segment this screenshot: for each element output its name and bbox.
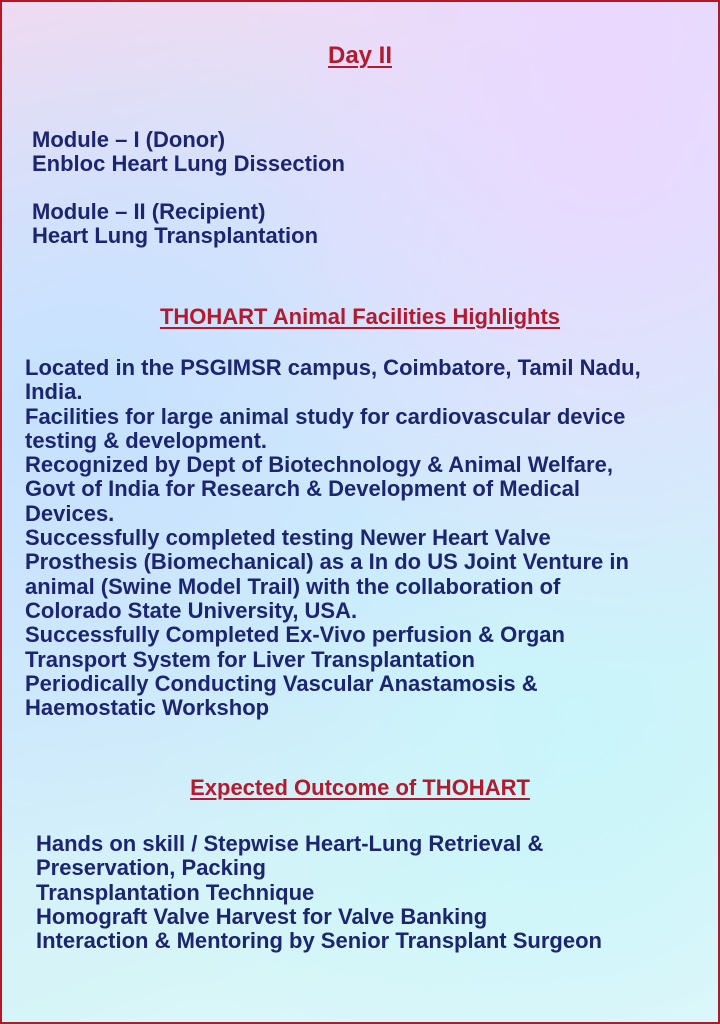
outcome-line: Preservation, Packing (36, 855, 266, 881)
facilities-line: Facilities for large animal study for cardiovascular device (25, 403, 626, 429)
outcome-line: Interaction & Mentoring by Senior Transplant Surgeon (36, 928, 602, 954)
module-2-topic: Heart Lung Transplantation (32, 223, 319, 249)
day-heading: Day II (327, 42, 393, 69)
facilities-line: Recognized by Dept of Biotechnology & Animal Welfare, (25, 452, 613, 478)
facilities-line: Devices. (25, 500, 115, 526)
module-2-title: Module – II (Recipient) (32, 199, 266, 224)
facilities-line: animal (Swine Model Trail) with the collaboration of (25, 573, 561, 599)
facilities-line: Prosthesis (Biomechanical) as a In do US Joint Venture in (25, 549, 629, 575)
outcome-list (36, 832, 602, 953)
facilities-line: Transport System for Liver Transplantation (25, 646, 475, 672)
module-1 (32, 128, 345, 177)
module-2 (32, 200, 318, 249)
facilities-line: Located in the PSGIMSR campus, Coimbatore, Tamil Nadu, (25, 355, 641, 380)
outcome-heading: Expected Outcome of THOHART (190, 775, 530, 800)
facilities-list (25, 356, 641, 720)
outcome-line: Transplantation Technique (36, 879, 315, 905)
facilities-line: Colorado State University, USA. (25, 597, 358, 623)
outcome-line: Homograft Valve Harvest for Valve Banking (36, 903, 488, 929)
facilities-line: Haemostatic Workshop (25, 695, 270, 721)
facilities-line: Govt of India for Research & Development of Medical (25, 476, 580, 502)
facilities-line: testing & development. (25, 427, 268, 453)
facilities-line: India. (25, 379, 83, 405)
facilities-line: Successfully Completed Ex-Vivo perfusion & Organ (25, 622, 565, 648)
facilities-line: Successfully completed testing Newer Heart Valve (25, 525, 551, 551)
outcome-line: Hands on skill / Stepwise Heart-Lung Retrieval & (36, 831, 544, 856)
facilities-line: Periodically Conducting Vascular Anastamosis & (25, 670, 538, 696)
facilities-heading: THOHART Animal Facilities Highlights (159, 304, 561, 329)
module-1-topic: Enbloc Heart Lung Dissection (32, 151, 345, 177)
module-1-title: Module – I (Donor) (32, 127, 226, 152)
